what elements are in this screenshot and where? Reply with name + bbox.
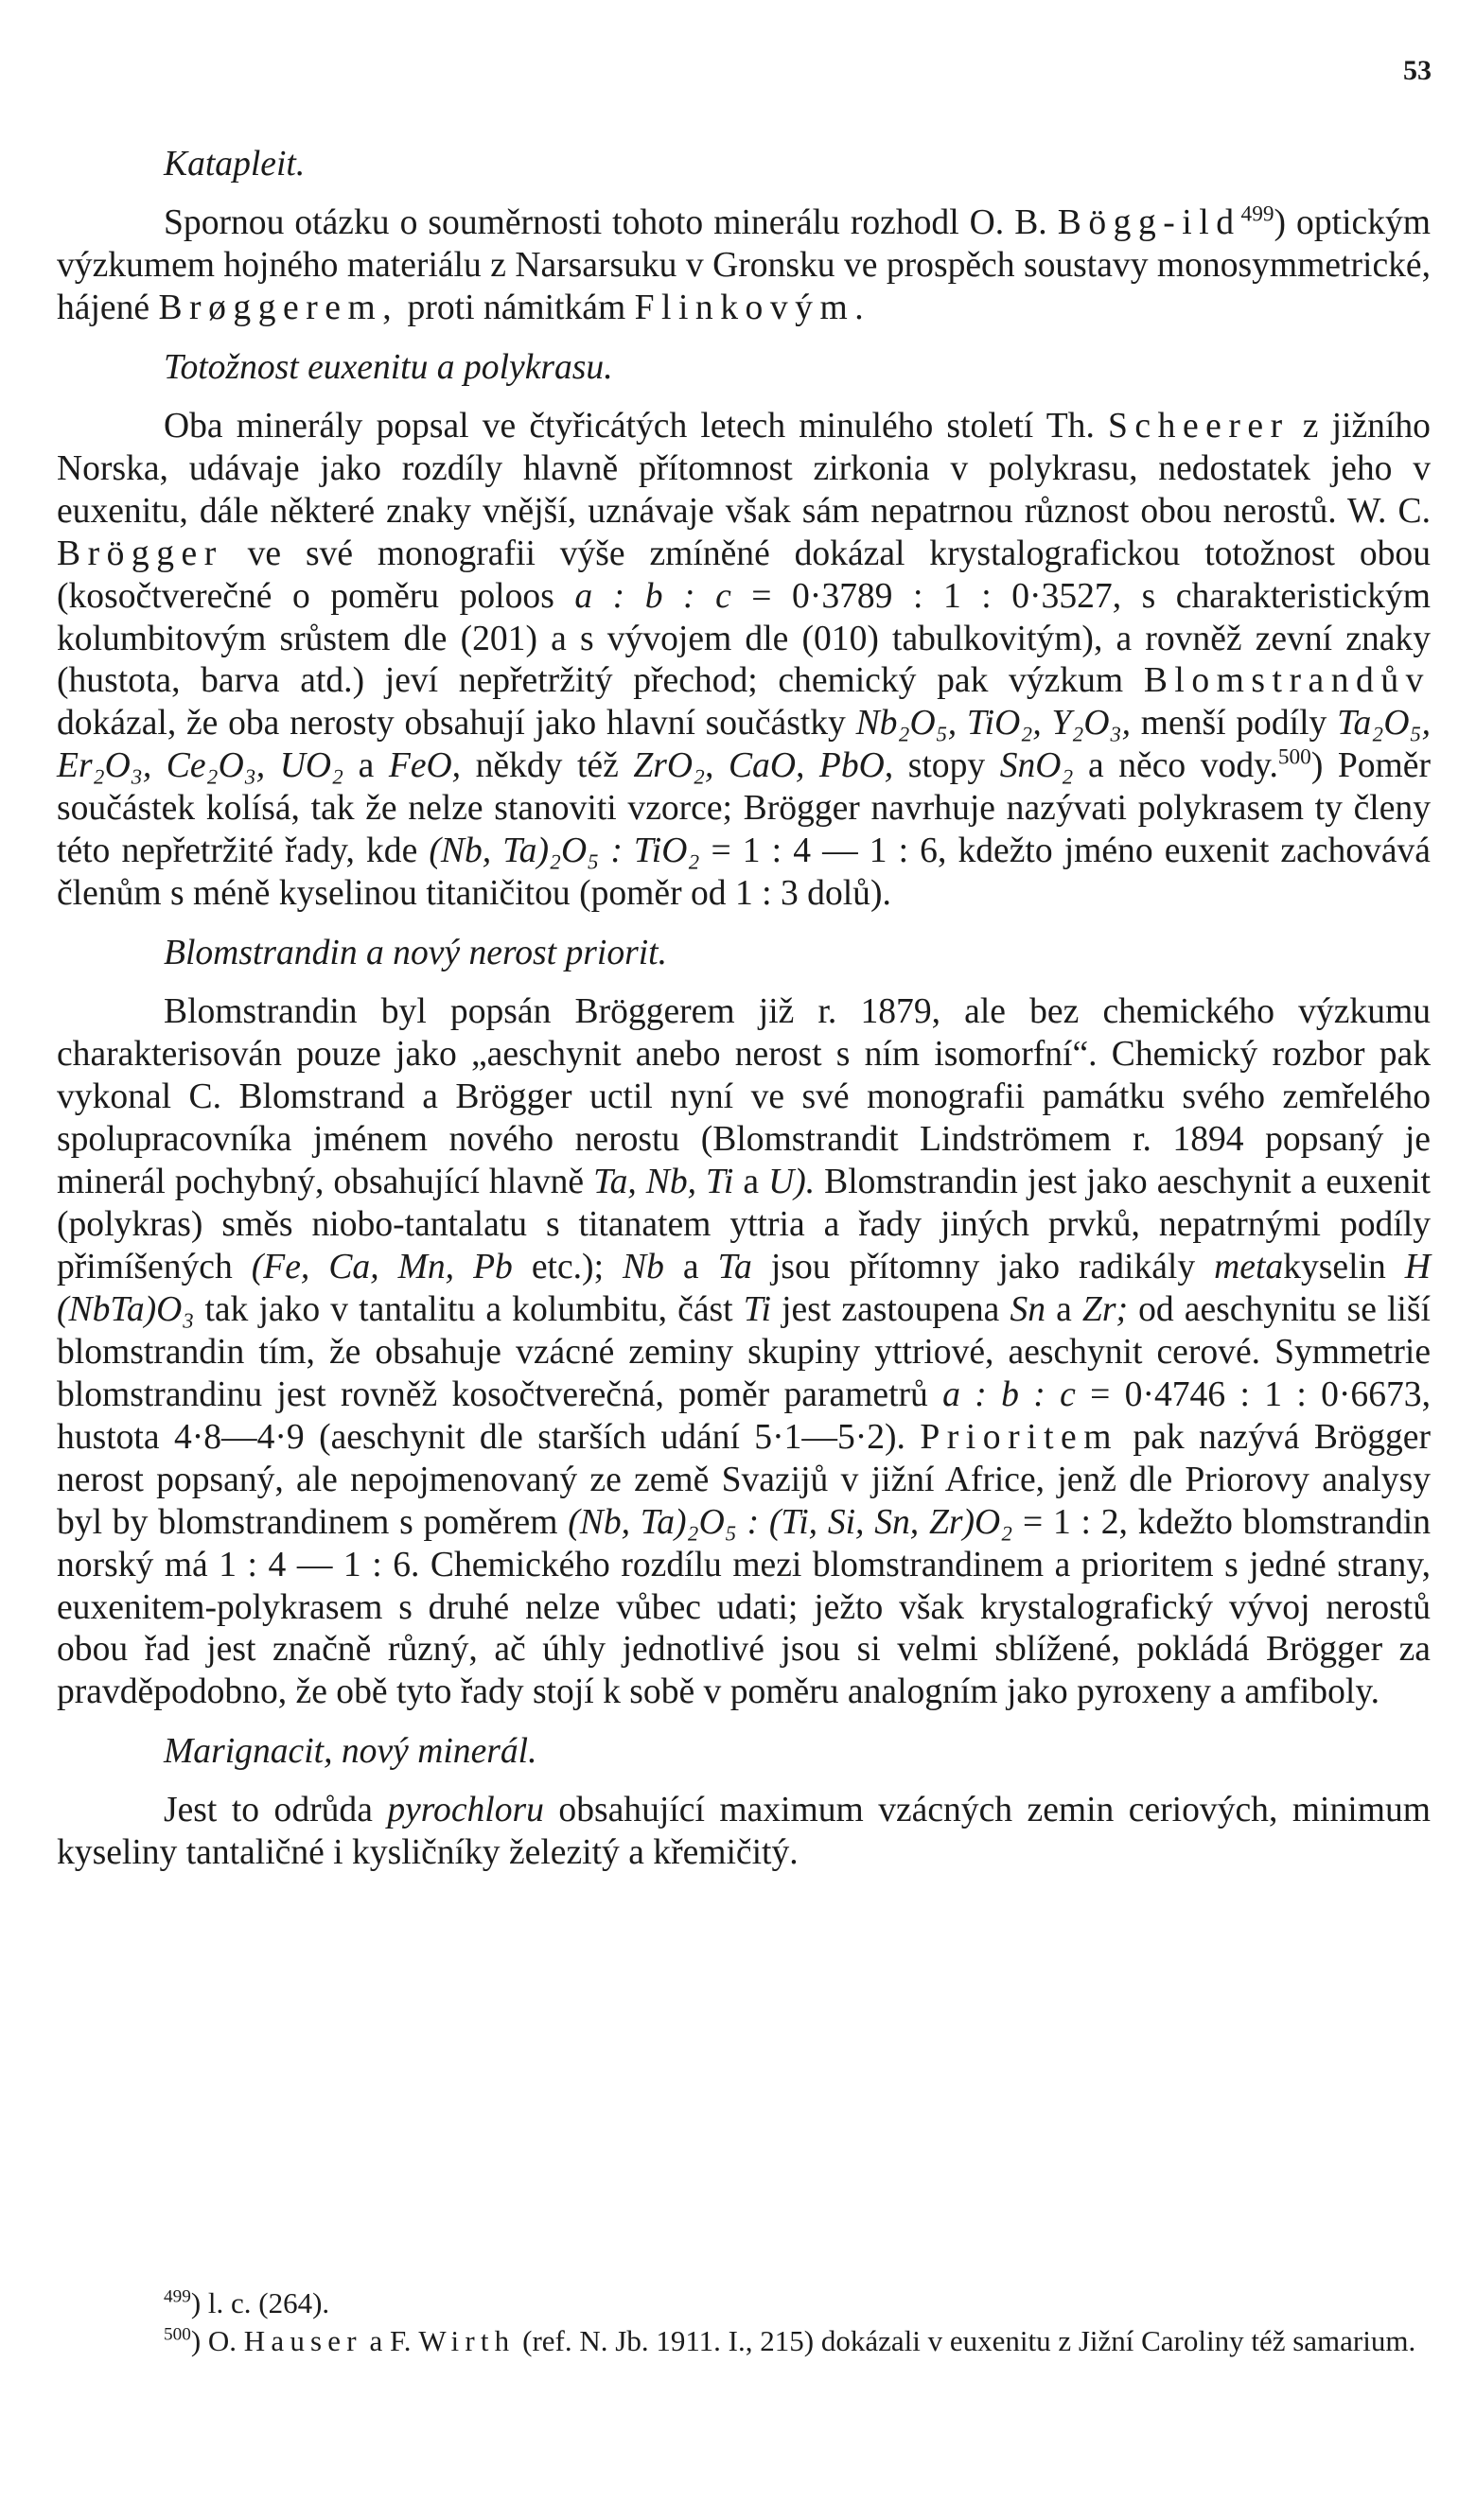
footnote-499: $^{499}$) l. c. (264). [164,2286,330,2319]
body-text [57,144,1431,1892]
paragraph-marignacit: Jest to odrůda pyrochloru obsahující maximum vzácných zemin ceriových, minimum kyseliny tantaličné i kysličníky železitý a křemičitý. [57,1791,1431,1873]
paragraph-katapleit: Spornou otázku o souměrnosti tohoto minerálu rozhodl O. B. Bögg-ild$^{499}$) optickým výzkumem hojného materiálu z Narsarsuku v Gronsku ve prospěch soustavy monosymmetrické, hájené Brøggerem, proti námitkám Flinkovým. [57,201,1431,327]
heading-marignacit: Marignacit, nový minerál. [164,1732,537,1772]
page-number: 53 [1403,55,1432,86]
heading-katapleit: Katapleit. [164,145,306,184]
heading-blomstrandin: Blomstrandin a nový nerost priorit. [164,934,668,973]
footnote-500: $^{500}$) O. Hauser a F. Wirth (ref. N. Jb. 1911. I., 215) dokázali v euxenitu z Jižní Caroliny též samarium. [164,2324,1416,2358]
footnotes [57,2284,1431,2361]
paragraph-blomstrandin: Blomstrandin byl popsán Bröggerem již r. 1879, ale bez chemického výzkumu charakterisován pouze jako „aeschynit anebo nerost s ním isomorfní“. Chemický rozbor pak vykonal C. Blomstrand a Brögger uctil nyní ve své monografii památku svého zemřelého spolupracovníka jménem nového nerostu (Blomstrandit Lindströmem r. 1894 popsaný je minerál pochybný, obsahující hlavně Ta, Nb, Ti a U). Blomstrandin jest jako aeschynit a euxenit (polykras) směs niobo-tantalatu s titanatem yttria a řady jiných prvků, nepatrnými podíly přimíšených (Fe, Ca, Mn, Pb etc.); Nb a Ta jsou přítomny jako radikály metakyselin H (NbTa)O₃ tak jako v tantalitu a kolumbitu, část Ti jest zastoupena Sn a Zr; od aeschynitu se liší blomstrandin tím, že obsahuje vzácné zeminy skupiny yttriové, aeschynit cerové. Symmetrie blomstrandinu jest rovněž kosočtverečná, poměr parametrů a : b : c = 0·4746 : 1 : 0·6673, hustota 4·8—4·9 (aeschynit dle starších udání 5·1—5·2). Prioritem pak nazývá Brögger nerost popsaný, ale nepojmenovaný ze země Svazijů v jižní Africe, jenž dle Priorovy analysy byl by blomstrandinem s poměrem (Nb, Ta)₂O₅ : (Ti, Si, Sn, Zr)O₂ = 1 : 2, kdežto blomstrandin norský má 1 : 4 — 1 : 6. Chemického rozdílu mezi blomstrandinem a prioritem s jedné strany, euxenitem-polykrasem s druhé nelze vůbec udati; ježto však krystalografický vývoj nerostů obou řad jest značně různý, ač úhly jednotlivé jsou si velmi sblížené, pokládá Brögger za pravděpodobno, že obě tyto řady stojí k sobě v poměru analogním jako pyroxeny a amfiboly. [57,992,1431,1712]
paragraph-euxenit: Oba minerály popsal ve čtyřicátých letech minulého století Th. Scheerer z jižního Norska, udávaje jako rozdíly hlavně přítomnost zirkonia v polykrasu, nedostatek jeho v euxenitu, dále některé znaky vnější, uznávaje však sám nepatrnou různost obou nerostů. W. C. Brögger ve své monografii výše zmíněné dokázal krystalografickou totožnost obou (kosočtverečné o poměru poloos a : b : c = 0·3789 : 1 : 0·3527, s charakteristickým kolumbitovým srůstem dle (201) a s vývojem dle (010) tabulkovitým), a rovněž zevní znaky (hustota, barva atd.) jeví nepřetržitý přechod; chemický pak výzkum Blomstrandův dokázal, že oba nerosty obsahují jako hlavní součástky Nb₂O₅, TiO₂, Y₂O₃, menší podíly Ta₂O₅, Er₂O₃, Ce₂O₃, UO₂ a FeO, někdy též ZrO₂, CaO, PbO, stopy SnO₂ a něco vody.$^{500}$) Poměr součástek kolísá, tak že nelze stanoviti vzorce; Brögger navrhuje nazývati polykrasem ty členy této nepřetržité řady, kde (Nb, Ta)₂O₅ : TiO₂ = 1 : 4 — 1 : 6, kdežto jméno euxenit zachovává členům s méně kyselinou titaničitou (poměr od 1 : 3 dolů). [57,406,1431,914]
heading-euxenit: Totožnost euxenitu a polykrasu. [164,347,613,387]
